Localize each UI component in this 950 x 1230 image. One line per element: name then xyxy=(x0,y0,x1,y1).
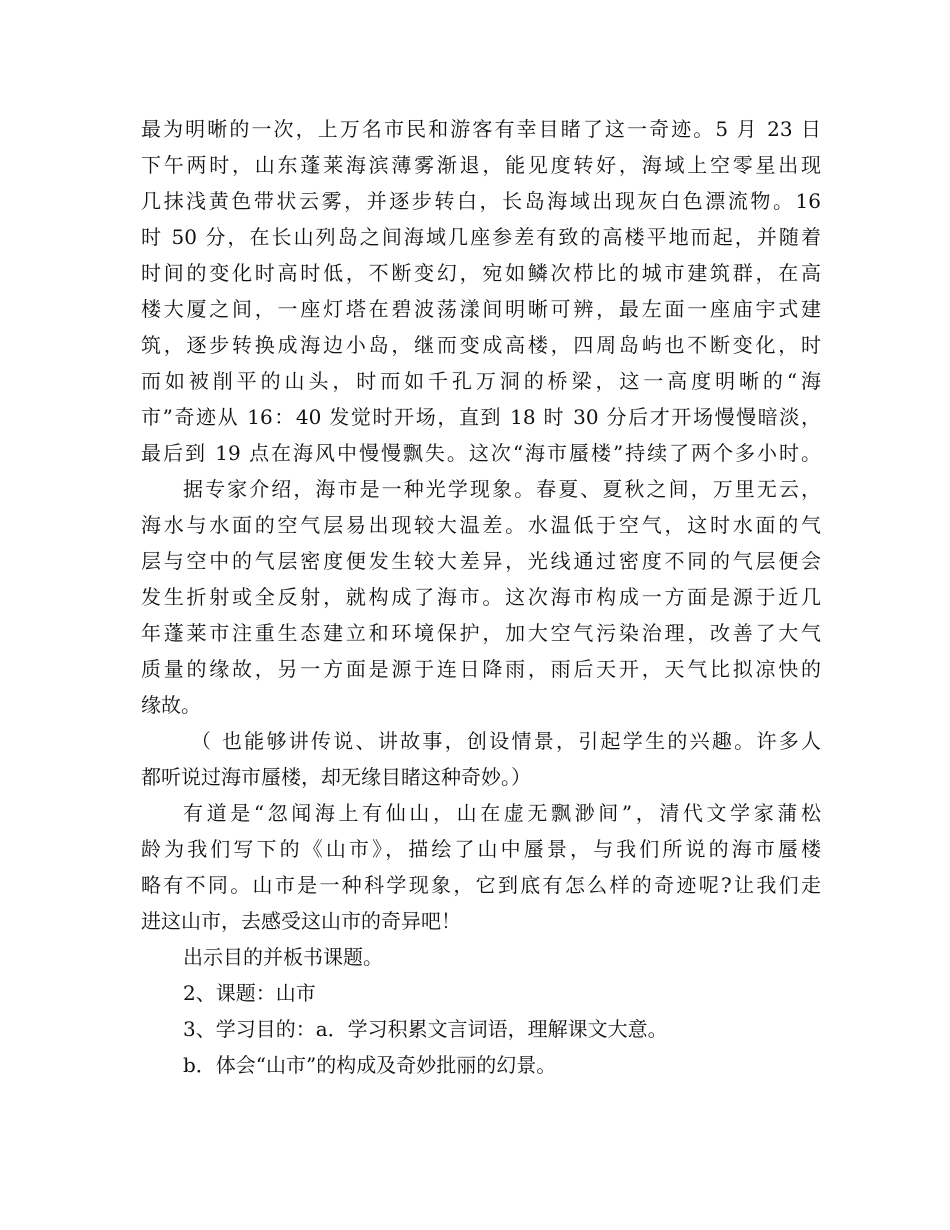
text-line-lesson-title: 2、课题：山市 xyxy=(183,981,316,1005)
text-line: 筑，逐步转换成海边小岛，继而变成高楼，四周岛屿也不断变化，时 xyxy=(141,333,821,357)
text-line-learning-objective-a: 3、学习目的：a．学习积累文言词语，理解课文大意。 xyxy=(183,1017,668,1041)
text-line: 发生折射或全反射，就构成了海市。这次海市构成一方面是源于近几 xyxy=(141,585,821,609)
text-line: 都听说过海市蜃楼，却无缘目睹这种奇妙。） xyxy=(141,765,531,789)
text-line: 时间的变化时高时低，不断变幻，宛如鳞次栉比的城市建筑群，在高 xyxy=(141,261,821,285)
text-line: 层与空中的气层密度便发生较大差异，光线通过密度不同的气层便会 xyxy=(141,549,821,573)
text-line: 下午两时，山东蓬莱海滨薄雾渐退，能见度转好，海域上空零星出现 xyxy=(141,153,821,177)
paragraph-introduction xyxy=(141,795,821,939)
text-line: 略有不同。山市是一种科学现象，它到底有怎么样的奇迹呢?让我们走 xyxy=(141,873,821,897)
text-line: 据专家介绍，海市是一种光学现象。春夏、夏秋之间，万里无云， xyxy=(183,477,821,501)
text-line: 缘故。 xyxy=(141,693,201,717)
paragraph-teaching-note xyxy=(141,723,821,795)
text-line-learning-objective-b: b．体会“山市”的构成及奇妙批丽的幻景。 xyxy=(183,1053,557,1077)
text-line: 龄为我们写下的《山市》，描绘了山中蜃景，与我们所说的海市蜃楼 xyxy=(141,837,821,861)
text-line: 海水与水面的空气层易出现较大温差。水温低于空气，这时水面的气 xyxy=(141,513,821,537)
text-line: 进这山市，去感受这山市的奇异吧！ xyxy=(141,909,461,933)
text-line: 时 50 分，在长山列岛之间海域几座参差有致的高楼平地而起，并随着 xyxy=(141,225,821,249)
document-page xyxy=(141,111,821,1083)
text-line: 而如被削平的山头，时而如千孔万洞的桥梁，这一高度明晰的“海 xyxy=(141,369,821,393)
text-line: 最为明晰的一次，上万名市民和游客有幸目睹了这一奇迹。5 月 23 日 xyxy=(141,117,821,141)
paragraph-expert-explanation xyxy=(141,471,821,723)
text-line: （ 也能够讲传说、讲故事，创设情景，引起学生的兴趣。许多人 xyxy=(191,729,821,753)
text-line-show-objective: 出示目的并板书课题。 xyxy=(183,945,383,969)
text-line: 楼大厦之间，一座灯塔在碧波荡漾间明晰可辨，最左面一座庙宇式建 xyxy=(141,297,821,321)
text-line: 市”奇迹从 16：40 发觉时开场，直到 18 时 30 分后才开场慢慢暗淡， xyxy=(141,405,821,429)
text-line: 年蓬莱市注重生态建立和环境保护，加大空气污染治理，改善了大气 xyxy=(141,621,821,645)
text-line: 有道是“忽闻海上有仙山，山在虚无飘渺间”，清代文学家蒲松 xyxy=(183,801,821,825)
text-line: 最后到 19 点在海风中慢慢飘失。这次“海市蜃楼”持续了两个多小时。 xyxy=(141,441,821,465)
text-line: 质量的缘故，另一方面是源于连日降雨，雨后天开，天气比拟凉快的 xyxy=(141,657,821,681)
text-line: 几抹浅黄色带状云雾，并逐步转白，长岛海域出现灰白色漂流物。16 xyxy=(141,189,821,213)
paragraph-mirage-account xyxy=(141,111,821,471)
